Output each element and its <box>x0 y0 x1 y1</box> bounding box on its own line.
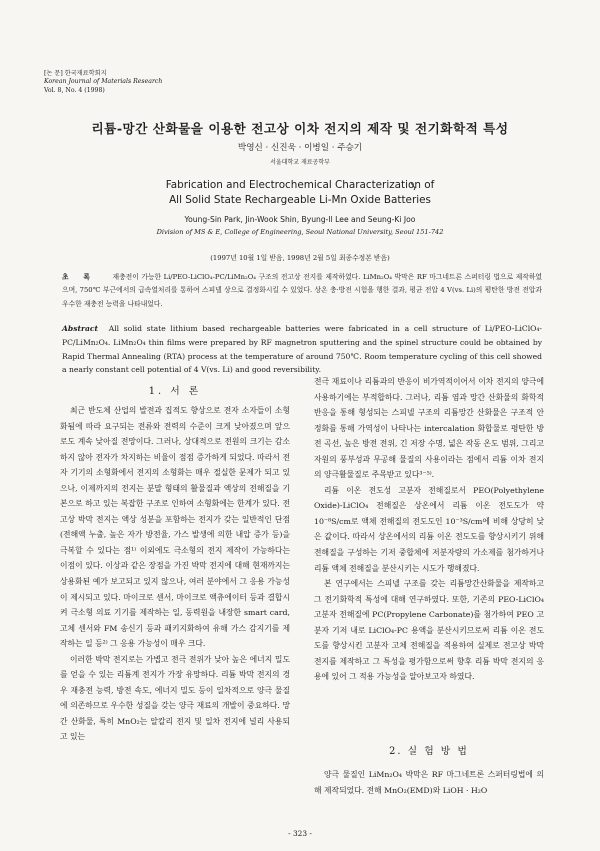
abstract-korean <box>62 271 542 311</box>
abstract-english-text: All solid state lithium based rechargeable batteries were fabricated in a cell structure of Li/PEO-LiClO₄-PC/LiMn₂O₄. LiMn₂O₄ thin films were prepared by RF magnetron sputtering and the spinel structure could be obtained by Rapid Thermal Annealing (RTA) process at the temperature of around 750℃. Room temperature cycling of this cell showed a nearly constant cell potential of 4 V(vs. Li) and good reversibility. <box>62 324 542 375</box>
authors-korean: 박영신 · 신진욱 · 이병일 · 주승기 <box>237 143 363 153</box>
right-column <box>314 374 544 685</box>
intro-paragraph-1: 최근 반도체 산업의 발전과 집적도 향상으로 전자 소자들이 소형화됨에 따라 요구되는 전류와 전력의 수준이 크게 낮아졌으며 앞으로도 계속 낮아질 전망이다. 그러나, 상대적으로 전원의 크기는 감소하지 않아 전자가 차지하는 비율이 점점 증가하게 되었다. 따라서 전자 기기의 소형화에서 전지의 소형화는 매우 절실한 문제가 되고 있으나, 이제까지의 전지는 분말 형태의 활물질과 액상의 전해질을 기본으로 하고 있는 복잡한 구조로 인하여 소형화에는 한계가 있다. 전고상 박막 전지는 액상 성분을 포함하는 전지가 갖는 일반적인 단점(전해액 누출, 높은 자가 방전율, 가스 발생에 의한 내압 증가 등)을 극복할 수 있다는 점¹⁾ 이외에도 극소형의 전지 제작이 가능하다는 이점이 있다. 이상과 같은 장점을 가진 박막 전지에 대해 현재까지는 상용화된 예가 보고되고 있지 않으나, 여러 분야에서 그 응용 가능성이 제시되고 있다. 마이크로 센서, 마이크로 액츄에이터 등과 결합시켜 극소형 의료 기기를 제작하는 일, 동력원을 내장한 smart card, 고체 센서와 FM 송신기 등과 패키지화하여 유해 가스 감지기를 제작하는 일 등²⁾ 그 응용 가능성이 매우 크다. <box>60 406 290 649</box>
intro-paragraph-5: 본 연구에서는 스피넬 구조를 갖는 리튬망간산화물을 제작하고 그 전기화학적 특성에 대해 연구하였다. 또한, 기존의 PEO-LiClO₄ 고분자 전해질에 PC(Propylene Carbonate)를 첨가하여 PEO 고분자 기저 내로 LiClO₄-PC 용액을 분산시키므로써 리튬 이온 전도도를 향상시킨 고분자 고체 전해질을 적용하여 실제로 전고상 박막 전지를 제작하고 그 특성을 평가함으로써 향후 리튬 박막 전지의 응용에 있어 그 적용 가능성을 알아보고자 하였다. <box>314 579 544 682</box>
abstract-korean-label: 초 록 <box>62 273 96 281</box>
page-number: - 323 - <box>288 829 312 838</box>
experimental-paragraph-1: 양극 물질인 LiMn₂O₄ 박막은 RF 마그네트론 스퍼터링법에 의해 제작되었다. 전해 MnO₂(EMD)와 LiOH · H₂O <box>314 770 544 795</box>
journal-volume: Vol. 8, No. 4 (1998) <box>44 86 105 94</box>
journal-header <box>44 70 162 95</box>
abstract-english-label: Abstract <box>62 324 99 333</box>
intro-paragraph-4: 리튬 이온 전도성 고분자 전해질로서 PEO(Polyethylene Oxide)-LiClO₄ 전해질은 상온에서 리튬 이온 전도도가 약 10⁻⁸S/cm로 액체 전해질의 전도도인 10⁻³S/cm에 비해 상당히 낮은 값이다. 따라서 상온에서의 리튬 이온 전도도를 향상시키기 위해 전해질을 구성하는 기저 중합체에 저분자량의 가소제를 첨가하거나 리튬 액체 전해질을 분산시키는 시도가 행해졌다. <box>314 485 544 573</box>
journal-name-en: Korean Journal of Materials Research <box>44 78 163 86</box>
section-heading-experimental: 2. 실 험 방 법 <box>389 746 469 757</box>
section-heading-introduction: 1. 서 론 <box>148 386 202 397</box>
intro-paragraph-3: 전극 재료이나 리튬과의 반응이 비가역적이어서 이차 전지의 양극에 사용하기에는 부적합하다. 그러나, 리튬 염과 망간 산화물의 화학적 반응을 통해 형성되는 스피넬 구조의 리튬망간 산화물은 구조적 안정화를 통해 가역성이 나타나는 intercalation 화합물로 평탄한 방전 곡선, 높은 방전 전위, 긴 저장 수명, 넓은 작동 온도 범위, 그리고 자원의 풍부성과 무공해 물질의 사용이라는 점에서 리튬 이차 전지의 양극활물질로 주목받고 있다³⁻⁵⁾. <box>314 377 544 480</box>
affiliation-korean: 서울대학교 재료공학부 <box>270 159 330 166</box>
intro-paragraph-2: 이러한 박막 전지로는 가볍고 전극 전위가 낮아 높은 에너지 밀도를 얻을 수 있는 리튬계 전지가 가장 유망하다. 리튬 박막 전지의 경우 재충전 능력, 방전 속도, 에너지 밀도 등이 일차적으로 양극 물질에 의존하므로 우수한 성질을 갖는 양극 재료의 개발이 중요하다. 망간 산화물, 특히 MnO₂는 알칼리 전지 및 일차 전지에 널리 사용되고 있는 <box>60 654 290 742</box>
pen-mark-icon <box>411 183 416 191</box>
experimental-column <box>314 767 544 798</box>
paper-title-english <box>0 178 600 208</box>
paper-title-korean: 리튬-망간 산화물을 이용한 전고상 이차 전지의 제작 및 전기화학적 특성 <box>91 121 509 136</box>
received-dates: (1997년 10월 1일 받음, 1998년 2월 5일 최종수정본 받음) <box>210 254 390 262</box>
authors-english: Young-Sin Park, Jin-Wook Shin, Byung-Il Lee and Seung-Ki Joo <box>184 215 416 224</box>
title-english-line1: Fabrication and Electrochemical Characterization of <box>165 179 435 191</box>
journal-name-ko: [논 문] 한국재료학회지 <box>44 70 107 77</box>
affiliation-english: Division of MS & E, College of Engineering, Seoul National University, Seoul 151-742 <box>156 228 444 236</box>
left-column <box>60 403 290 745</box>
abstract-english <box>62 322 542 377</box>
abstract-korean-text: 재충전이 가능한 Li/PEO-LiClO₄-PC/LiMn₂O₄ 구조의 전고상 전지를 제작하였다. LiMn₂O₄ 박막은 RF 마그네트론 스퍼터링 법으로 제작하였으며, 750℃ 부근에서의 급속열처리를 통하여 스피넬 상으로 결정화시킬 수 있었다. 상온 충·방전 시험을 행한 결과, 평균 전압 4 V(vs. Li)의 평탄한 방전 전압과 우수한 재충전 능력을 나타내었다. <box>62 273 543 308</box>
title-english-line2: All Solid State Rechargeable Li-Mn Oxide Batteries <box>169 194 431 206</box>
